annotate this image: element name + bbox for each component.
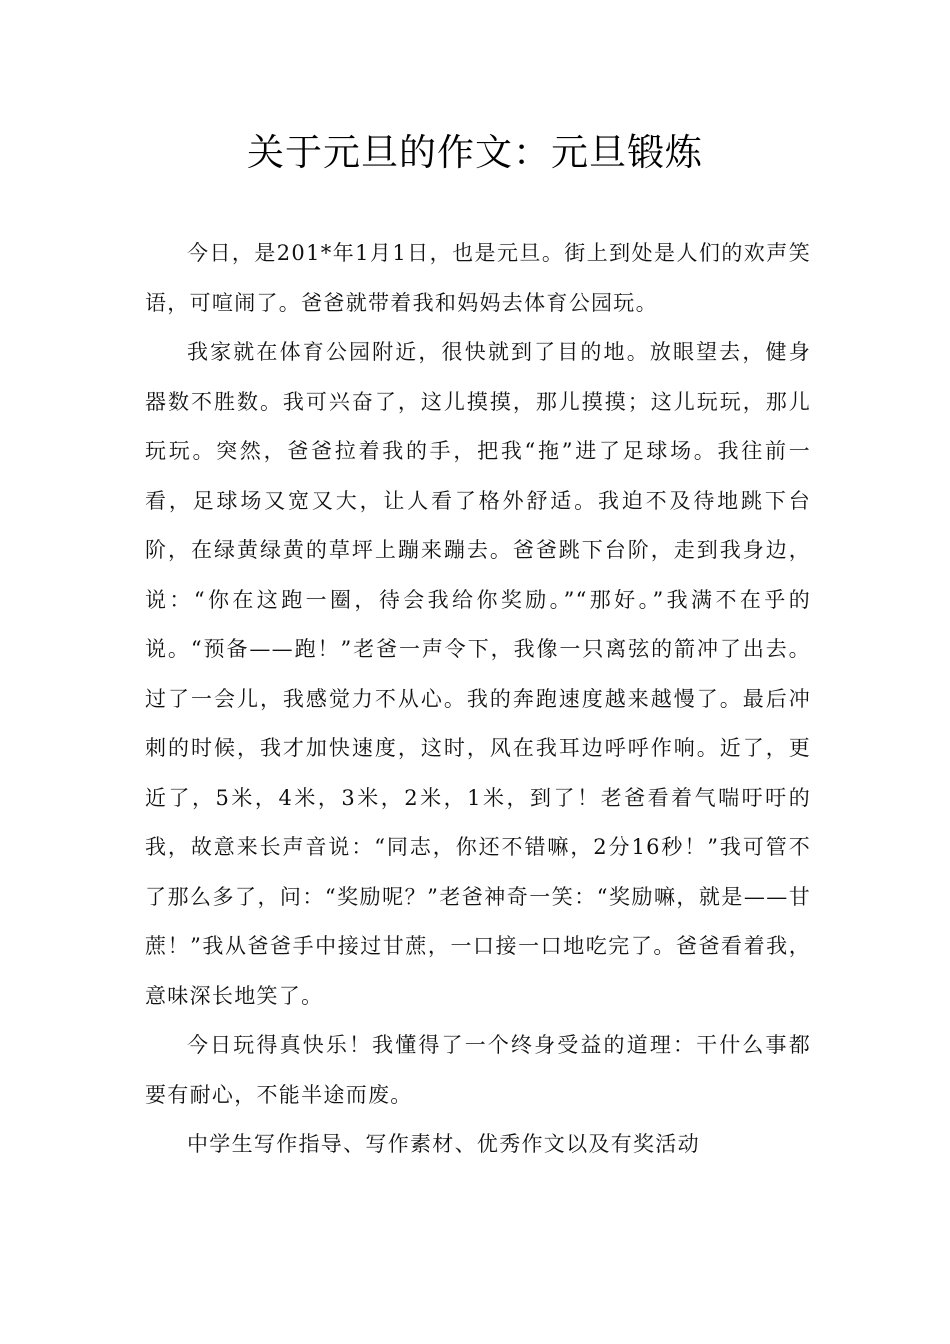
paragraph-main-story: 我家就在体育公园附近，很快就到了目的地。放眼望去，健身器数不胜数。我可兴奋了，这儿摸摸，那儿摸摸；这儿玩玩，那儿玩玩。突然，爸爸拉着我的手，把我“拖”进了足球场。我往前一看，足球场又宽又大，让人看了格外舒适。我迫不及待地跳下台阶，在绿黄绿黄的草坪上蹦来蹦去。爸爸跳下台阶，走到我身边，说：“你在这跑一圈，待会我给你奖励。”“那好。”我满不在乎的说。“预备——跑！”老爸一声令下，我像一只离弦的箭冲了出去。过了一会儿，我感觉力不从心。我的奔跑速度越来越慢了。最后冲刺的时候，我才加快速度，这时，风在我耳边呼呼作响。近了，更近了，5米，4米，3米，2米，1米，到了！老爸看着气喘吁吁的我，故意来长声音说：“同志，你还不错嘛，2分16秒！”我可管不了那么多了，问：“奖励呢？”老爸神奇一笑：“奖励嘛，就是——甘蔗！”我从爸爸手中接过甘蔗，一口接一口地吃完了。爸爸看着我，意味深长地笑了。: [145, 340, 811, 1008]
document-title: 关于元旦的作文：元旦锻炼: [247, 131, 703, 174]
paragraph-intro: 今日，是201*年1月1日，也是元旦。街上到处是人们的欢声笑语，可喧闹了。爸爸就带着我和妈妈去体育公园玩。: [145, 241, 811, 315]
document-body: [145, 229, 811, 1170]
paragraph-footer-note: 中学生写作指导、写作素材、优秀作文以及有奖活动: [187, 1132, 700, 1156]
paragraph-conclusion: 今日玩得真快乐！我懂得了一个终身受益的道理：干什么事都要有耐心，不能半途而废。: [145, 1033, 811, 1107]
